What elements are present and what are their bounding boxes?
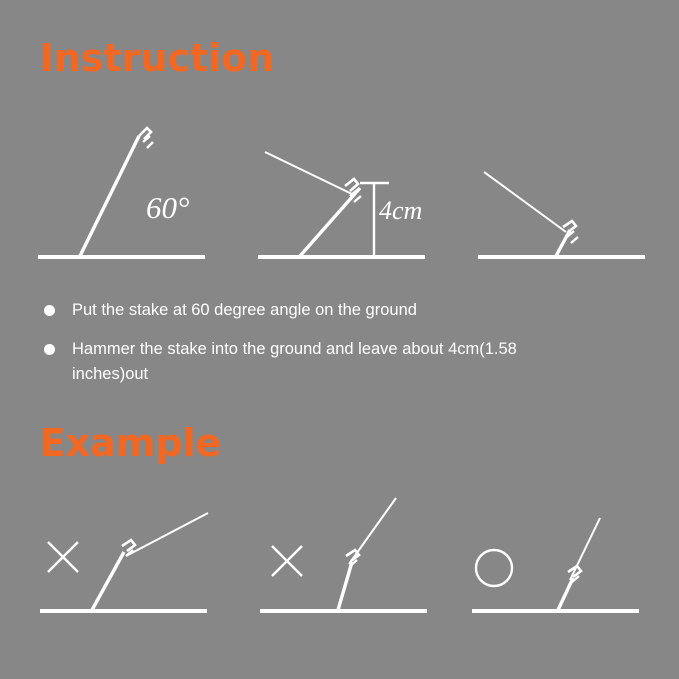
step-3-stake-driven-in xyxy=(478,172,645,257)
example-diagrams xyxy=(0,480,679,640)
list-item xyxy=(44,337,644,387)
bullet-text: Hammer the stake into the ground and leave about 4cm(1.58 inches)out xyxy=(72,340,517,383)
length-label: 4cm xyxy=(379,196,423,225)
wrong-stake-too-upright xyxy=(260,498,427,611)
angle-label: 60° xyxy=(146,190,190,225)
list-item xyxy=(44,298,644,323)
bullet-dot-icon xyxy=(44,305,55,316)
cross-icon xyxy=(272,546,302,576)
instruction-bullet-list xyxy=(44,298,644,401)
wrong-stake-too-shallow xyxy=(40,513,208,611)
page-title-instruction: Instruction xyxy=(40,36,275,80)
bullet-text: Put the stake at 60 degree angle on the ground xyxy=(72,301,417,319)
page-title-example: Example xyxy=(40,421,222,465)
correct-stake-angle xyxy=(472,518,639,611)
instruction-diagrams xyxy=(0,110,679,280)
cross-icon xyxy=(48,542,78,572)
circle-icon xyxy=(476,550,512,586)
bullet-dot-icon xyxy=(44,344,55,355)
